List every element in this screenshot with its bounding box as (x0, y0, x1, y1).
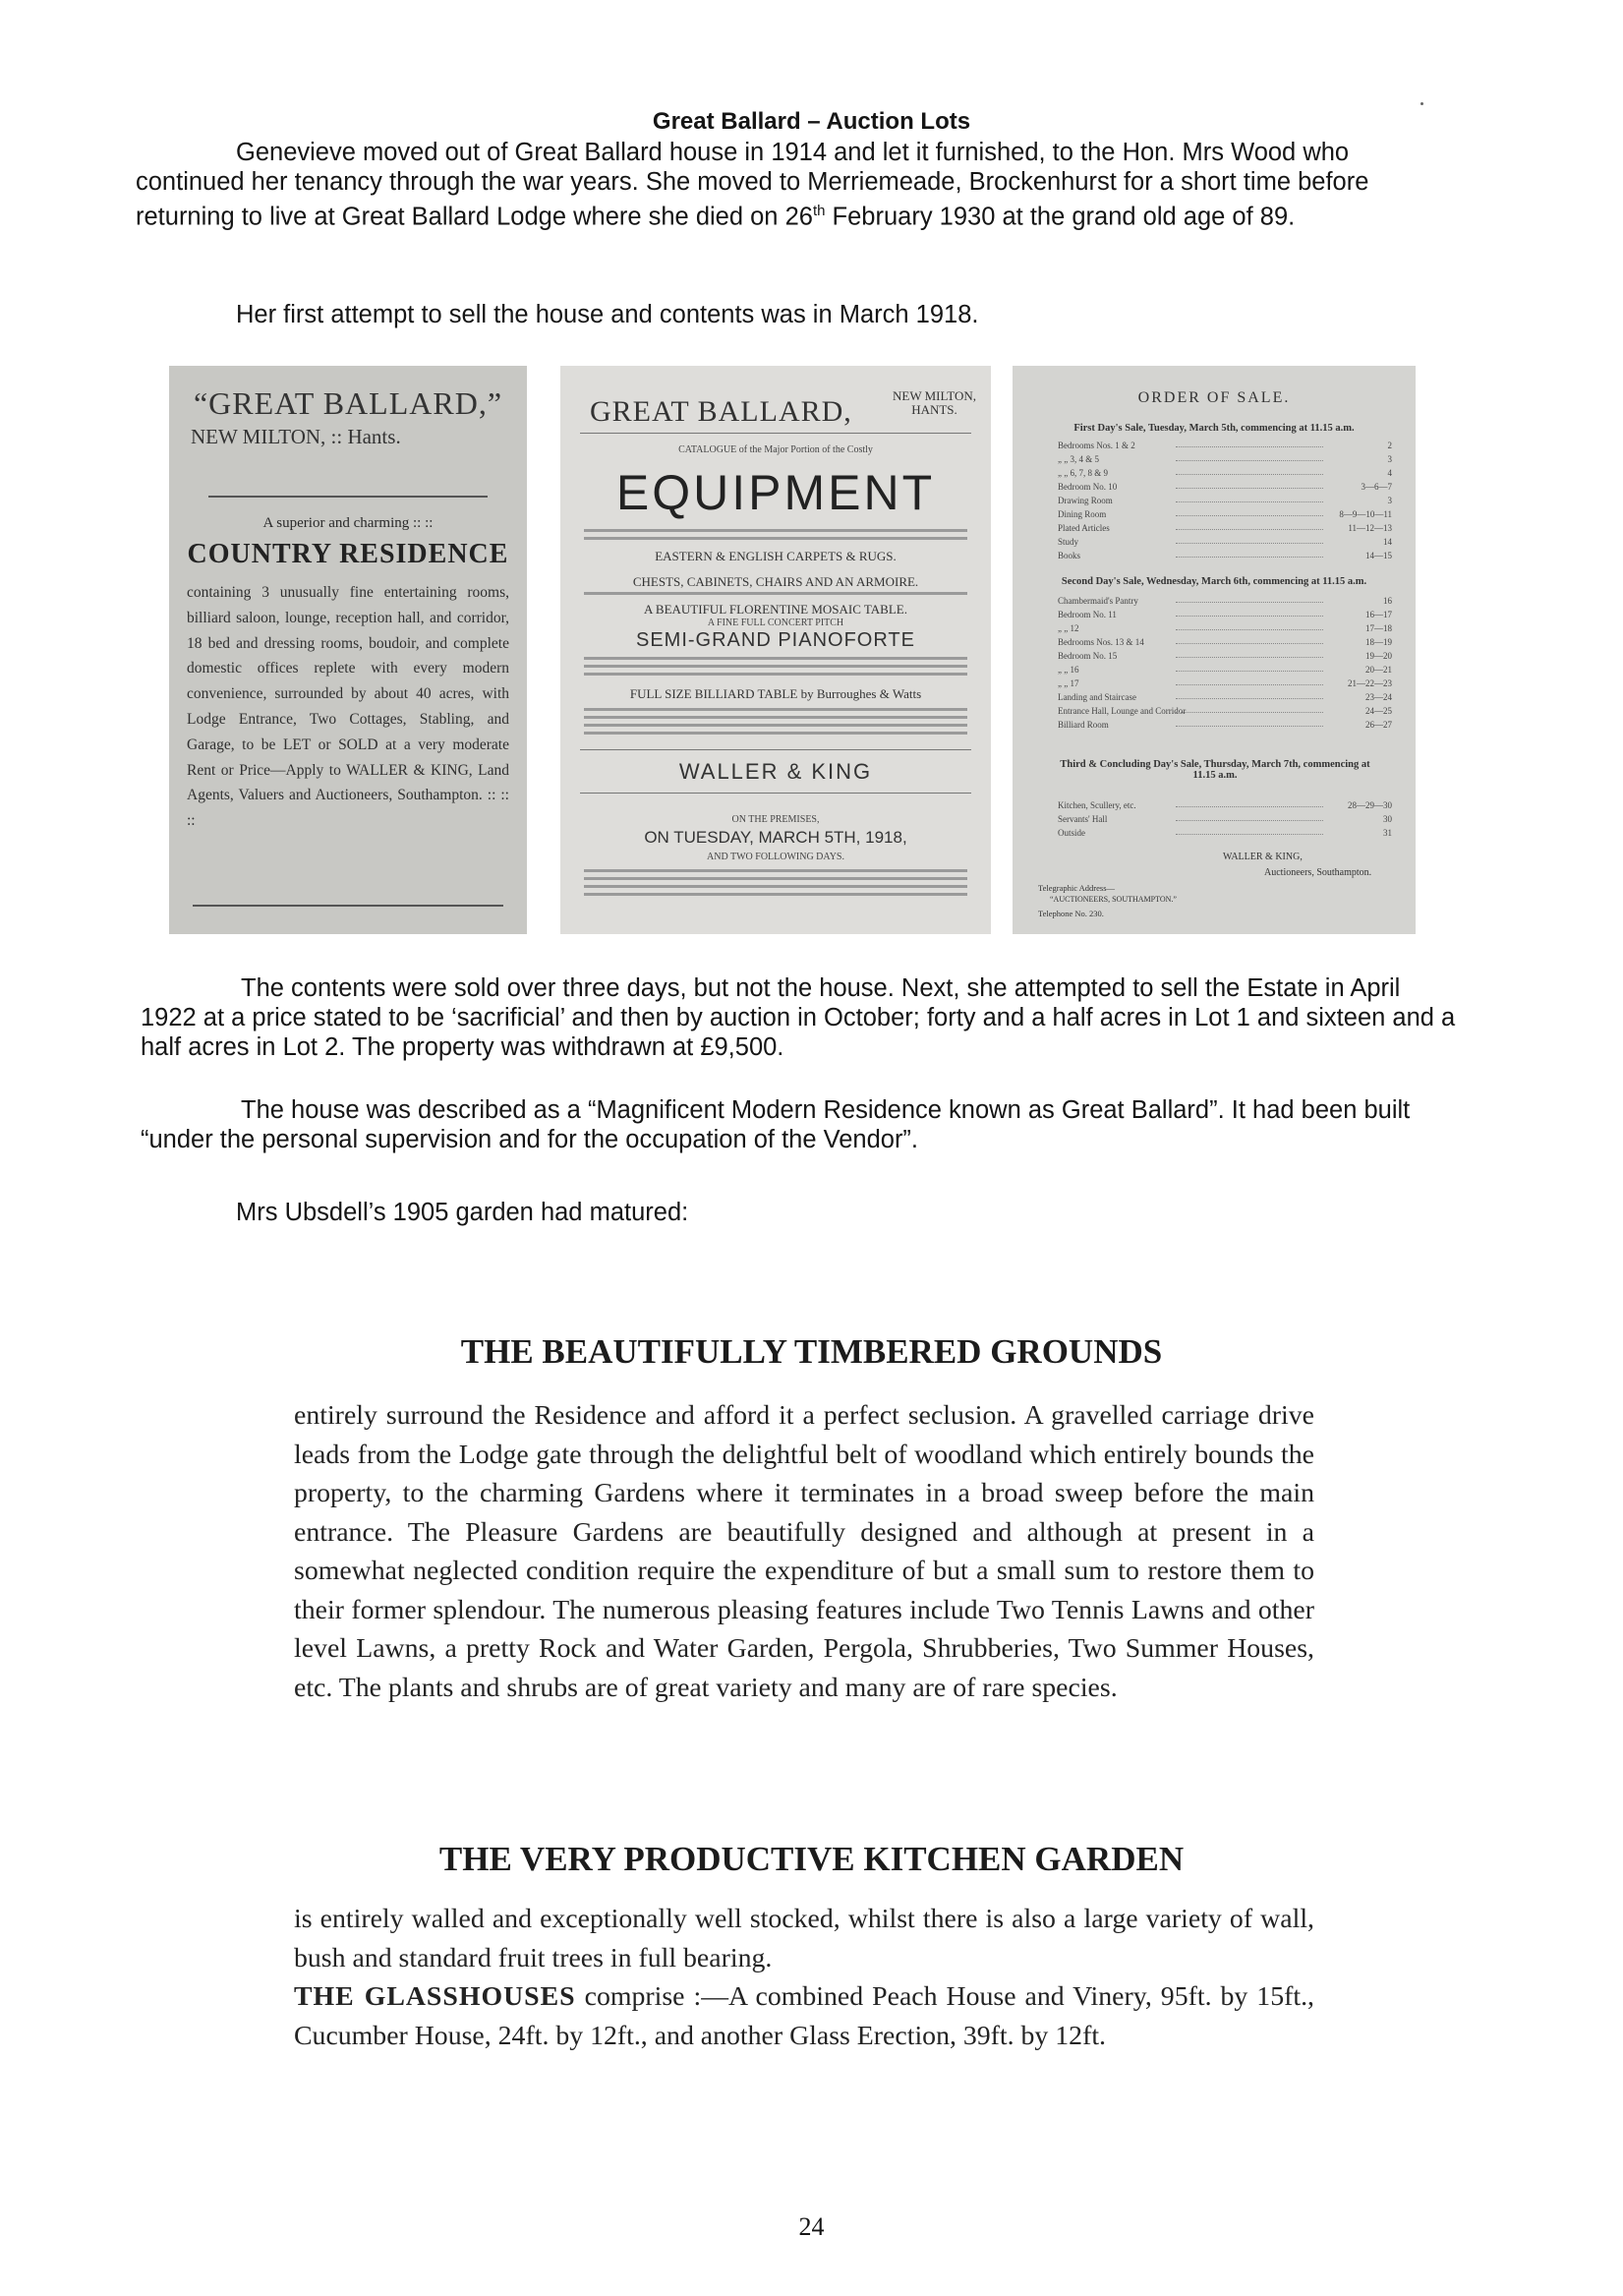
order-row-label: „ „ 3, 4 & 5 (1058, 454, 1099, 464)
order-row (1058, 800, 1392, 810)
order-row-lots: 17—18 (1365, 623, 1392, 633)
order-row (1058, 828, 1392, 838)
order-row-lots: 23—24 (1365, 692, 1392, 702)
order-row-leader (1176, 557, 1323, 558)
grounds-heading: THE BEAUTIFULLY TIMBERED GROUNDS (460, 1332, 1163, 1371)
catalogue-fine-print-1 (584, 529, 967, 545)
order-row-lots: 8—9—10—11 (1339, 509, 1392, 519)
order-row (1058, 537, 1392, 547)
glasshouses-label: THE GLASSHOUSES (294, 1981, 576, 2012)
order-row-leader (1176, 834, 1323, 835)
order-footer-name: WALLER & KING, (1223, 852, 1303, 862)
order-row-label: Bedrooms Nos. 13 & 14 (1058, 637, 1144, 647)
order-row-lots: 14—15 (1365, 551, 1392, 560)
advert-rule-bottom (193, 905, 503, 907)
order-row-label: „ „ 6, 7, 8 & 9 (1058, 468, 1108, 478)
catalogue-carpets: EASTERN & ENGLISH CARPETS & RUGS. (655, 549, 897, 563)
order-row (1058, 441, 1392, 450)
advert-big-title: COUNTRY RESIDENCE (187, 539, 509, 569)
order-row-label: Bedrooms Nos. 1 & 2 (1058, 441, 1135, 450)
order-row-leader (1176, 671, 1323, 672)
order-row-lots: 24—25 (1365, 706, 1392, 716)
first-attempt-paragraph: Her first attempt to sell the house and contents was in March 1918. (236, 301, 979, 328)
page-number: 24 (798, 2212, 825, 2241)
newspaper-advert-clipping (169, 366, 527, 934)
catalogue-billiard: FULL SIZE BILLIARD TABLE by Burroughes & Watts (629, 686, 922, 701)
catalogue-rule-2 (580, 749, 971, 750)
catalogue-equipment-title: EQUIPMENT (615, 465, 936, 520)
catalogue-fine-print-5 (584, 869, 967, 901)
page-title: Great Ballard – Auction Lots (652, 108, 971, 135)
order-row (1058, 720, 1392, 730)
advert-rule-top (208, 496, 488, 498)
order-row-leader (1176, 806, 1323, 807)
order-of-sale-clipping (1013, 366, 1416, 934)
order-day-1: First Day's Sale, Tuesday, March 5th, commencing at 11.15 a.m. (1073, 423, 1355, 434)
order-row-label: Outside (1058, 828, 1085, 838)
order-row-lots: 30 (1383, 814, 1392, 824)
order-row-lots: 16—17 (1365, 610, 1392, 619)
order-row-lots: 3—6—7 (1361, 482, 1392, 492)
order-row-leader (1176, 820, 1323, 821)
order-row-label: Bedroom No. 10 (1058, 482, 1118, 492)
order-row-lots: 28—29—30 (1348, 800, 1392, 810)
scan-speck (1420, 102, 1423, 105)
order-row-lots: 20—21 (1365, 665, 1392, 675)
order-row (1058, 706, 1392, 716)
order-row-lots: 2 (1387, 441, 1392, 450)
advert-intro-line: A superior and charming :: :: (262, 515, 434, 531)
catalogue-rule-1 (580, 433, 971, 434)
order-row (1058, 596, 1392, 606)
catalogue-cover-clipping (560, 366, 991, 934)
order-row-label: Plated Articles (1058, 523, 1110, 533)
order-row-label: „ „ 12 (1058, 623, 1079, 633)
order-row (1058, 665, 1392, 675)
order-row-lots: 16 (1383, 596, 1392, 606)
order-row (1058, 610, 1392, 619)
order-row-leader (1176, 543, 1323, 544)
order-row-label: Landing and Staircase (1058, 692, 1136, 702)
described-text: The house was described as a “Magnificent Modern Residence known as Great Ballard”. It had been built “under the personal supervision and for the occupation of the Vendor”. (141, 1096, 1411, 1153)
contents-paragraph (141, 973, 1463, 1062)
catalogue-concert: A FINE FULL CONCERT PITCH (707, 618, 844, 628)
order-day-2: Second Day's Sale, Wednesday, March 6th, commencing at 11.15 a.m. (1061, 576, 1367, 587)
order-row-leader (1176, 460, 1323, 461)
order-row-leader (1176, 712, 1323, 713)
order-row-leader (1176, 726, 1323, 727)
kitchen-garden-text (294, 1900, 1314, 2055)
order-row (1058, 509, 1392, 519)
catalogue-following-days: AND TWO FOLLOWING DAYS. (707, 852, 844, 862)
order-row-leader (1176, 474, 1323, 475)
order-row (1058, 651, 1392, 661)
order-row (1058, 454, 1392, 464)
order-telephone: Telephone No. 230. (1038, 909, 1104, 918)
catalogue-rule-3 (580, 793, 971, 794)
order-row-label: Bedroom No. 15 (1058, 651, 1118, 661)
order-row-label: Drawing Room (1058, 496, 1113, 505)
order-row-leader (1176, 643, 1323, 644)
catalogue-pianoforte: SEMI-GRAND PIANOFORTE (636, 629, 915, 651)
catalogue-subtitle: CATALOGUE of the Major Portion of the Costly (678, 444, 873, 455)
order-row (1058, 551, 1392, 560)
catalogue-location: NEW MILTON, HANTS. (893, 388, 976, 417)
order-row (1058, 482, 1392, 492)
order-row-leader (1176, 602, 1323, 603)
advert-heading: “GREAT BALLARD,” (193, 385, 503, 421)
order-row (1058, 814, 1392, 824)
intro-superscript: th (812, 203, 826, 219)
order-row-leader (1176, 529, 1323, 530)
catalogue-chests: CHESTS, CABINETS, CHAIRS AND AN ARMOIRE. (632, 574, 919, 589)
order-row-leader (1176, 657, 1323, 658)
order-telegraphic: Telegraphic Address— (1038, 883, 1116, 893)
order-telegraphic-value: “AUCTIONEERS, SOUTHAMPTON.” (1050, 895, 1177, 904)
garden-intro-line: Mrs Ubsdell’s 1905 garden had matured: (236, 1199, 689, 1226)
catalogue-auctioneers: WALLER & KING (678, 759, 873, 784)
order-row-lots: 31 (1383, 828, 1392, 838)
order-row-lots: 3 (1387, 496, 1392, 505)
order-footer-role: Auctioneers, Southampton. (1264, 867, 1372, 878)
catalogue-florentine: A BEAUTIFUL FLORENTINE MOSAIC TABLE. (644, 602, 907, 617)
order-row-lots: 14 (1383, 537, 1392, 547)
order-row-label: Billiard Room (1058, 720, 1109, 730)
catalogue-fine-print-2 (584, 592, 967, 600)
order-row (1058, 692, 1392, 702)
order-row-label: Servants' Hall (1058, 814, 1108, 824)
order-row (1058, 523, 1392, 533)
order-row-leader (1176, 501, 1323, 502)
order-day-3: Third & Concluding Day's Sale, Thursday, March 7th, commencing at 11.15 a.m. (1060, 759, 1370, 781)
order-row-label: „ „ 16 (1058, 665, 1079, 675)
order-row (1058, 678, 1392, 688)
order-row-label: Kitchen, Scullery, etc. (1058, 800, 1136, 810)
order-row-label: Bedroom No. 11 (1058, 610, 1117, 619)
order-row (1058, 496, 1392, 505)
order-row (1058, 623, 1392, 633)
order-row-label: Entrance Hall, Lounge and Corridor (1058, 706, 1187, 716)
order-row-label: Books (1058, 551, 1081, 560)
order-row (1058, 637, 1392, 647)
order-row-leader (1176, 629, 1323, 630)
order-row-lots: 21—22—23 (1348, 678, 1392, 688)
kitchen-garden-body: is entirely walled and exceptionally well stocked, whilst there is also a large variety of wall, bush and standard fruit trees in full bearing. (294, 1904, 1314, 1973)
order-row (1058, 468, 1392, 478)
described-paragraph (141, 1095, 1463, 1154)
intro-text-tail: February 1930 at the grand old age of 89. (825, 203, 1296, 231)
order-row-lots: 26—27 (1365, 720, 1392, 730)
catalogue-heading: GREAT BALLARD, (590, 395, 852, 428)
order-row-label: Chambermaid's Pantry (1058, 596, 1138, 606)
order-row-label: „ „ 17 (1058, 678, 1079, 688)
order-row-leader (1176, 684, 1323, 685)
order-row-lots: 11—12—13 (1348, 523, 1392, 533)
order-row-label: Dining Room (1058, 509, 1107, 519)
order-row-lots: 4 (1387, 468, 1392, 478)
order-row-leader (1176, 446, 1323, 447)
advert-subheading: NEW MILTON, :: Hants. (191, 425, 401, 448)
kitchen-garden-heading: THE VERY PRODUCTIVE KITCHEN GARDEN (438, 1840, 1185, 1878)
catalogue-fine-print-3 (584, 657, 967, 680)
order-row-lots: 19—20 (1365, 651, 1392, 661)
order-row-leader (1176, 488, 1323, 489)
order-row-leader (1176, 616, 1323, 617)
order-row-leader (1176, 698, 1323, 699)
advert-body: containing 3 unusually fine entertaining rooms, billiard saloon, lounge, reception hall, and corridor, 18 bed and dressing rooms, boudoir, and complete domestic offices replete with every modern convenience, surrounded by about 40 acres, with Lodge Entrance, Two Cottages, Stabling, and Garage, to be LET or SOLD at a very moderate Rent or Price—Apply to WALLER & KING, Land Agents, Valuers and Auctioneers, Southampton. :: :: :: (187, 584, 509, 830)
order-row-lots: 18—19 (1365, 637, 1392, 647)
contents-text: The contents were sold over three days, but not the house. Next, she attempted to sell the Estate in April 1922 at a price stated to be ‘sacrificial’ and then by auction in October; forty and a half acres in Lot 1 and sixteen and a half acres in Lot 2. The property was withdrawn at £9,500. (141, 974, 1456, 1061)
order-heading: ORDER OF SALE. (1137, 389, 1291, 406)
glasshouses-text: comprise :—A combined Peach House and Vinery, 95ft. by 15ft., Cucumber House, 24ft. by 12ft., and another Glass Erection, 39ft. by 12ft. (294, 1981, 1314, 2051)
order-row-label: Study (1058, 537, 1079, 547)
intro-paragraph (136, 138, 1458, 232)
catalogue-fine-print-4 (584, 708, 967, 739)
grounds-text: entirely surround the Residence and afford it a perfect seclusion. A gravelled carriage drive leads from the Lodge gate through the delightful belt of woodland which entirely bounds the property, to the charming Gardens where it terminates in a broad sweep before the main entrance. The Pleasure Gardens are beautifully designed and although at present in a somewhat neglected condition require the expenditure of but a small sum to restore them to their former splendour. The numerous pleasing features include Two Tennis Lawns and other level Lawns, a pretty Rock and Water Garden, Pergola, Shrubberies, Two Summer Houses, etc. The plants and shrubs are of great variety and many are of rare species. (294, 1400, 1314, 1703)
order-row-lots: 3 (1387, 454, 1392, 464)
catalogue-premises: ON THE PREMISES, (731, 814, 820, 825)
catalogue-date: ON TUESDAY, MARCH 5TH, 1918, (644, 828, 907, 847)
intro-text: Genevieve moved out of Great Ballard house in 1914 and let it furnished, to the Hon. Mrs Wood who continued her tenancy through the war years. She moved to Merriemeade, Brockenhurst for a short time before returning to live at Great Ballard Lodge where she died on 26 (136, 139, 1369, 231)
order-row-leader (1176, 515, 1323, 516)
